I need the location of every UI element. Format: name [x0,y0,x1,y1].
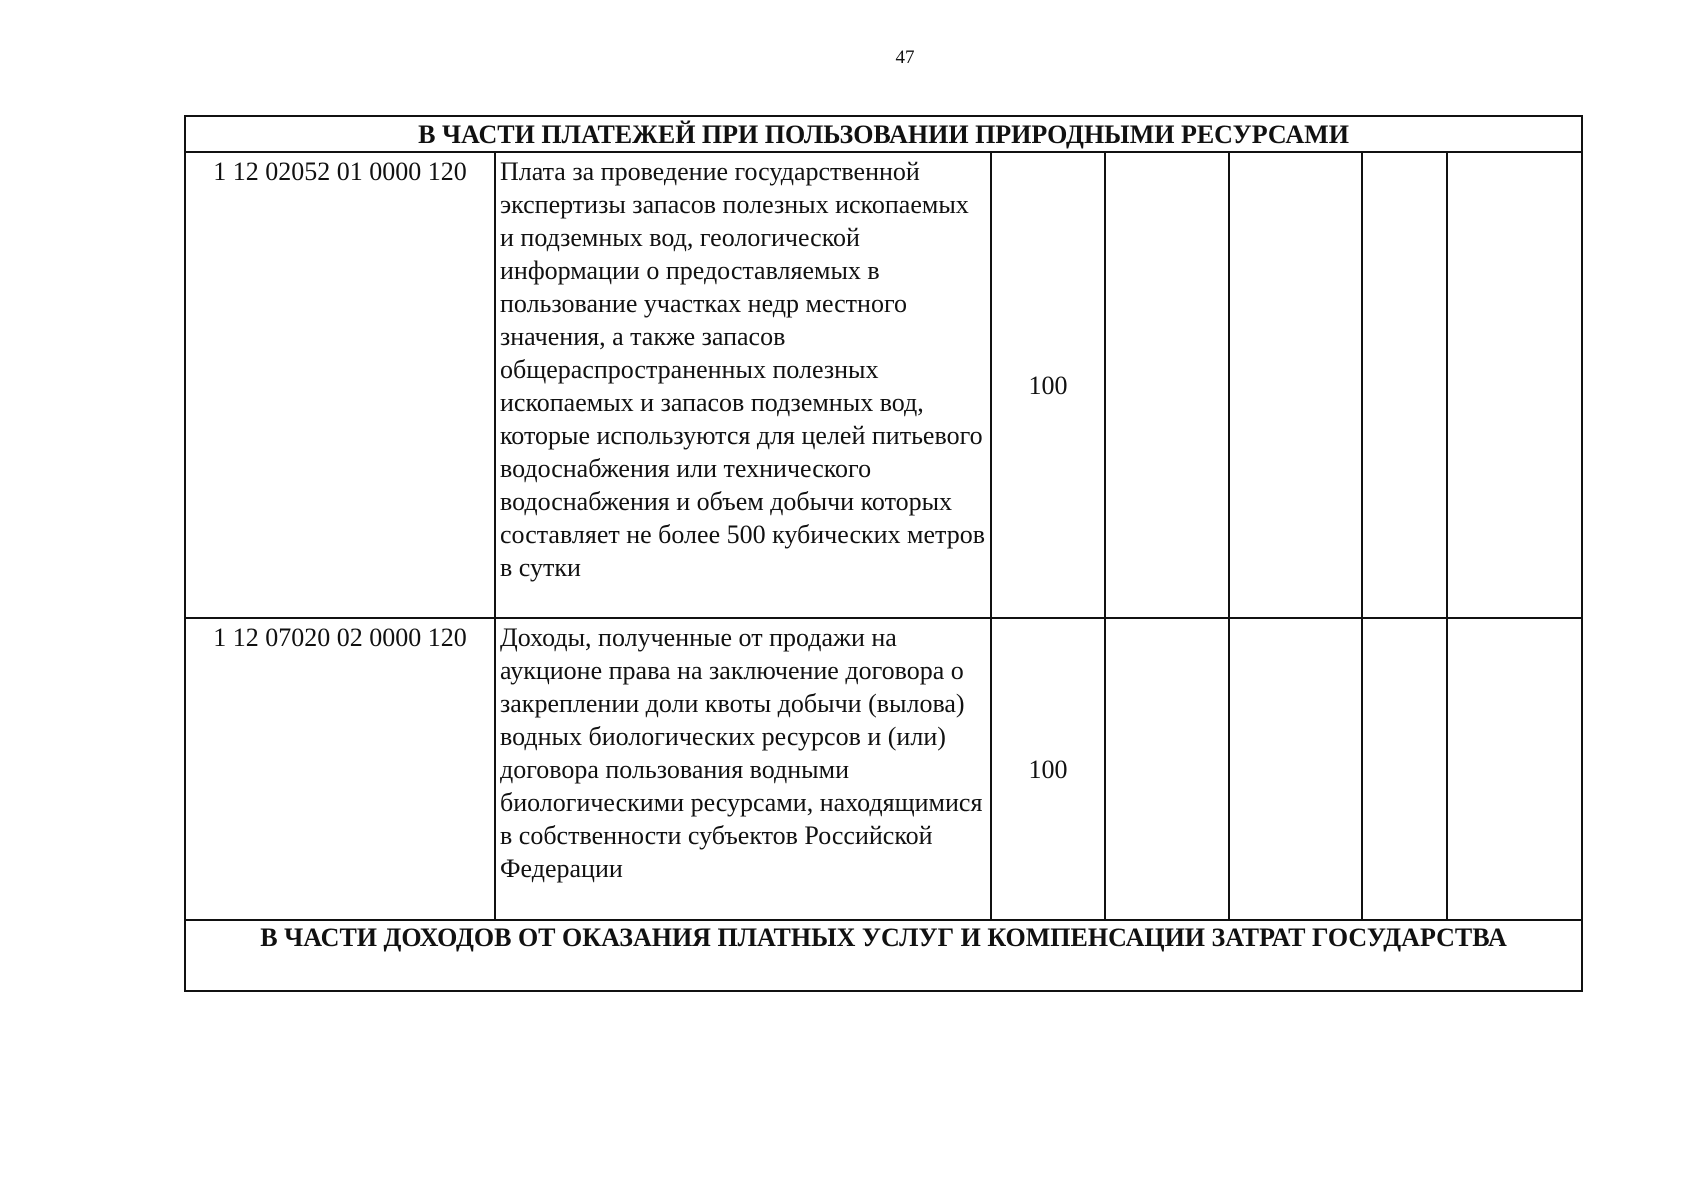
section-title-natural-resources: В ЧАСТИ ПЛАТЕЖЕЙ ПРИ ПОЛЬЗОВАНИИ ПРИРОДНЫМИ РЕСУРСАМИ [185,116,1582,152]
description-cell [495,618,991,920]
budget-code: 1 12 02052 01 0000 120 [213,157,467,186]
empty-cell [1229,618,1362,920]
income-description: Доходы, полученные от продажи на аукционе права на заключение договора о закреплении доли квоты добычи (вылова) водных биологических ресурсов и (или) договора пользования водными биологическими ресурсами, находящимися в собственности субъектов Российской Федерации [500,623,983,883]
table-row [185,152,1582,618]
description-cell [495,152,991,618]
section-header-row [185,920,1582,991]
empty-cell [1105,618,1229,920]
norm-value: 100 [1028,754,1068,784]
income-description: Плата за проведение государственной экспертизы запасов полезных ископаемых и подземных вод, геологической информации о предоставляемых в пользование участках недр местного значения, а также запасов общераспространенных полезных ископаемых и запасов подземных вод, которые используются для целей питьевого водоснабжения или технического водоснабжения и объем добычи которых составляет не более 500 кубических метров в сутки [500,157,985,582]
empty-cell [1447,618,1582,920]
section-title-paid-services: В ЧАСТИ ДОХОДОВ ОТ ОКАЗАНИЯ ПЛАТНЫХ УСЛУГ И КОМПЕНСАЦИИ ЗАТРАТ ГОСУДАРСТВА [185,920,1582,991]
norm-value-cell [991,152,1105,618]
norm-value: 100 [1028,370,1068,400]
empty-cell [1362,152,1447,618]
budget-code-cell [185,618,495,920]
empty-cell [1105,152,1229,618]
empty-cell [1229,152,1362,618]
budget-table [184,115,1583,992]
page-number: 47 [895,47,915,68]
empty-cell [1447,152,1582,618]
table-row [185,618,1582,920]
norm-value-cell [991,618,1105,920]
section-header-row [185,116,1582,152]
empty-cell [1362,618,1447,920]
budget-code-cell [185,152,495,618]
budget-code: 1 12 07020 02 0000 120 [213,623,467,652]
